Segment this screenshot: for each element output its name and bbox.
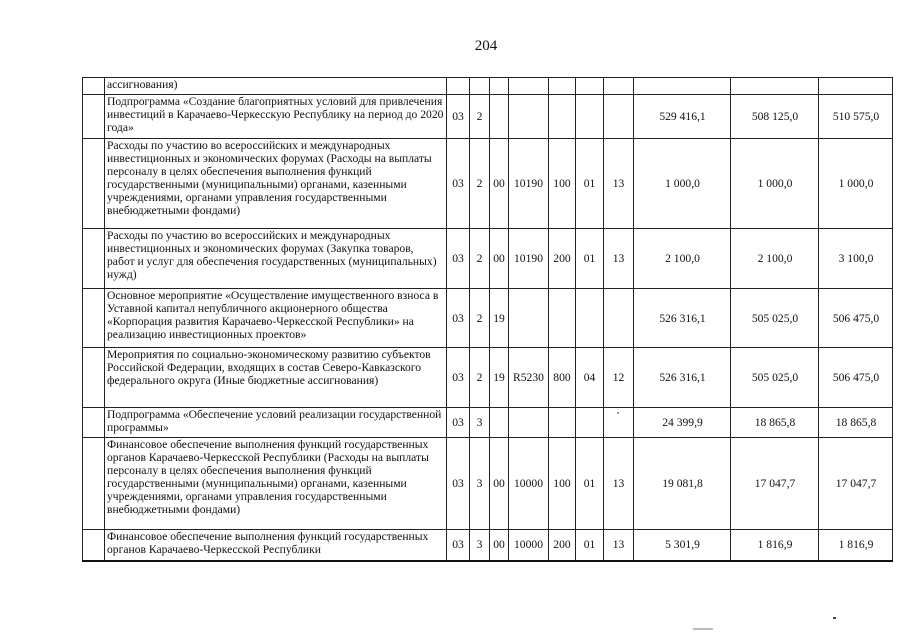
row-index-cell [83, 95, 105, 139]
code-subprogram: 2 [470, 229, 490, 289]
table-row [83, 438, 893, 530]
code-activity: 00 [490, 139, 509, 229]
row-description: ассигнования) [105, 78, 447, 95]
table-row [83, 530, 893, 561]
code-division [576, 289, 604, 348]
code-subdivision: 13 [604, 530, 634, 561]
table-row [83, 229, 893, 289]
amount-year-3: 510 575,0 [819, 95, 893, 139]
row-description: Финансовое обеспечение выполнения функций государственных органов Карачаево-Черкесской Республики (Расходы на выплаты персоналу в целях обеспечения выполнения функций государственными (муниципальными) органами, казенными учреждениями, органами управления государственными внебюджетными фондами) [105, 438, 447, 530]
code-activity: 00 [490, 438, 509, 530]
code-section: 03 [447, 229, 470, 289]
code-direction: R5230 [509, 348, 549, 408]
code-subprogram: 2 [470, 95, 490, 139]
code-section: 03 [447, 348, 470, 408]
code-activity: 00 [490, 229, 509, 289]
row-index-cell [83, 78, 105, 95]
code-expense-type [549, 408, 576, 438]
row-description: Расходы по участию во всероссийских и международных инвестиционных и экономических форумах (Расходы на выплаты персоналу в целях обеспечения выполнения функций государственными (муниципальными) органами, казенными учреждениями, органами управления государственными внебюджетными фондами) [105, 139, 447, 229]
code-section: 03 [447, 139, 470, 229]
code-direction: 10000 [509, 530, 549, 561]
amount-year-3: 1 000,0 [819, 139, 893, 229]
amount-year-2: 17 047,7 [731, 438, 819, 530]
amount-year-2 [731, 78, 819, 95]
amount-year-2: 1 816,9 [731, 530, 819, 561]
amount-year-3: 3 100,0 [819, 229, 893, 289]
scan-speck [617, 412, 619, 414]
row-description: Расходы по участию во всероссийских и международных инвестиционных и экономических форумах (Закупка товаров, работ и услуг для обеспечения государственных (муниципальных) нужд) [105, 229, 447, 289]
table-row [83, 139, 893, 229]
amount-year-2: 18 865,8 [731, 408, 819, 438]
table-row [83, 95, 893, 139]
code-division: 04 [576, 348, 604, 408]
table-row [83, 289, 893, 348]
row-description: Подпрограмма «Создание благоприятных условий для привлечения инвестиций в Карачаево-Черкесскую Республику на период до 2020 года» [105, 95, 447, 139]
code-expense-type: 100 [549, 139, 576, 229]
code-direction: 10190 [509, 229, 549, 289]
amount-year-1: 1 000,0 [634, 139, 731, 229]
amount-year-2: 508 125,0 [731, 95, 819, 139]
code-division: 01 [576, 139, 604, 229]
code-subprogram: 3 [470, 438, 490, 530]
code-subdivision: 12 [604, 348, 634, 408]
code-activity: 19 [490, 289, 509, 348]
amount-year-3: 506 475,0 [819, 348, 893, 408]
code-division: 01 [576, 530, 604, 561]
row-index-cell [83, 289, 105, 348]
code-subdivision: 13 [604, 229, 634, 289]
table-row [83, 78, 893, 95]
code-activity [490, 95, 509, 139]
amount-year-3: 17 047,7 [819, 438, 893, 530]
code-activity [490, 408, 509, 438]
amount-year-1: 5 301,9 [634, 530, 731, 561]
row-description: Основное мероприятие «Осуществление имущественного взноса в Уставной капитал непубличного акционерного общества «Корпорация развития Карачаево-Черкесской Республики» на реализацию инвестиционных проектов» [105, 289, 447, 348]
amount-year-2: 1 000,0 [731, 139, 819, 229]
code-expense-type [549, 95, 576, 139]
amount-year-1: 529 416,1 [634, 95, 731, 139]
code-direction: 10190 [509, 139, 549, 229]
code-division [576, 78, 604, 95]
code-subprogram: 2 [470, 289, 490, 348]
code-expense-type [549, 78, 576, 95]
row-index-cell [83, 348, 105, 408]
code-section [447, 78, 470, 95]
code-subprogram: 3 [470, 530, 490, 561]
row-index-cell [83, 438, 105, 530]
code-activity: 19 [490, 348, 509, 408]
scan-artifact [693, 628, 713, 630]
amount-year-1: 24 399,9 [634, 408, 731, 438]
code-section: 03 [447, 289, 470, 348]
row-description: Мероприятия по социально-экономическому развитию субъектов Российской Федерации, входящих в состав Северо-Кавказского федерального округа (Иные бюджетные ассигнования) [105, 348, 447, 408]
code-division: 01 [576, 229, 604, 289]
code-section: 03 [447, 438, 470, 530]
code-expense-type: 800 [549, 348, 576, 408]
code-expense-type [549, 289, 576, 348]
amount-year-2: 505 025,0 [731, 348, 819, 408]
code-expense-type: 100 [549, 438, 576, 530]
row-index-cell [83, 408, 105, 438]
amount-year-1: 526 316,1 [634, 348, 731, 408]
scan-speck [833, 617, 836, 619]
table-row [83, 348, 893, 408]
row-index-cell [83, 229, 105, 289]
amount-year-3: 1 816,9 [819, 530, 893, 561]
row-description: Финансовое обеспечение выполнения функций государственных органов Карачаево-Черкесской Республики [105, 530, 447, 561]
code-subdivision: 13 [604, 139, 634, 229]
code-direction [509, 289, 549, 348]
amount-year-3 [819, 78, 893, 95]
page-number: 204 [474, 38, 498, 54]
code-subdivision: 13 [604, 438, 634, 530]
code-expense-type: 200 [549, 229, 576, 289]
code-section: 03 [447, 408, 470, 438]
amount-year-2: 2 100,0 [731, 229, 819, 289]
amount-year-3: 506 475,0 [819, 289, 893, 348]
code-subprogram: 3 [470, 408, 490, 438]
code-division: 01 [576, 438, 604, 530]
code-expense-type: 200 [549, 530, 576, 561]
amount-year-2: 505 025,0 [731, 289, 819, 348]
code-subdivision [604, 78, 634, 95]
code-division [576, 95, 604, 139]
code-activity: 00 [490, 530, 509, 561]
code-section: 03 [447, 530, 470, 561]
budget-table [82, 77, 893, 562]
code-direction [509, 95, 549, 139]
code-direction [509, 78, 549, 95]
row-index-cell [83, 139, 105, 229]
code-division [576, 408, 604, 438]
table-row [83, 408, 893, 438]
amount-year-1: 2 100,0 [634, 229, 731, 289]
code-section: 03 [447, 95, 470, 139]
code-direction: 10000 [509, 438, 549, 530]
row-index-cell [83, 530, 105, 561]
code-subprogram: 2 [470, 348, 490, 408]
code-activity [490, 78, 509, 95]
code-subprogram [470, 78, 490, 95]
amount-year-1: 526 316,1 [634, 289, 731, 348]
code-subdivision [604, 95, 634, 139]
amount-year-3: 18 865,8 [819, 408, 893, 438]
amount-year-1 [634, 78, 731, 95]
row-description: Подпрограмма «Обеспечение условий реализации государственной программы» [105, 408, 447, 438]
amount-year-1: 19 081,8 [634, 438, 731, 530]
code-subprogram: 2 [470, 139, 490, 229]
code-subdivision [604, 289, 634, 348]
code-direction [509, 408, 549, 438]
